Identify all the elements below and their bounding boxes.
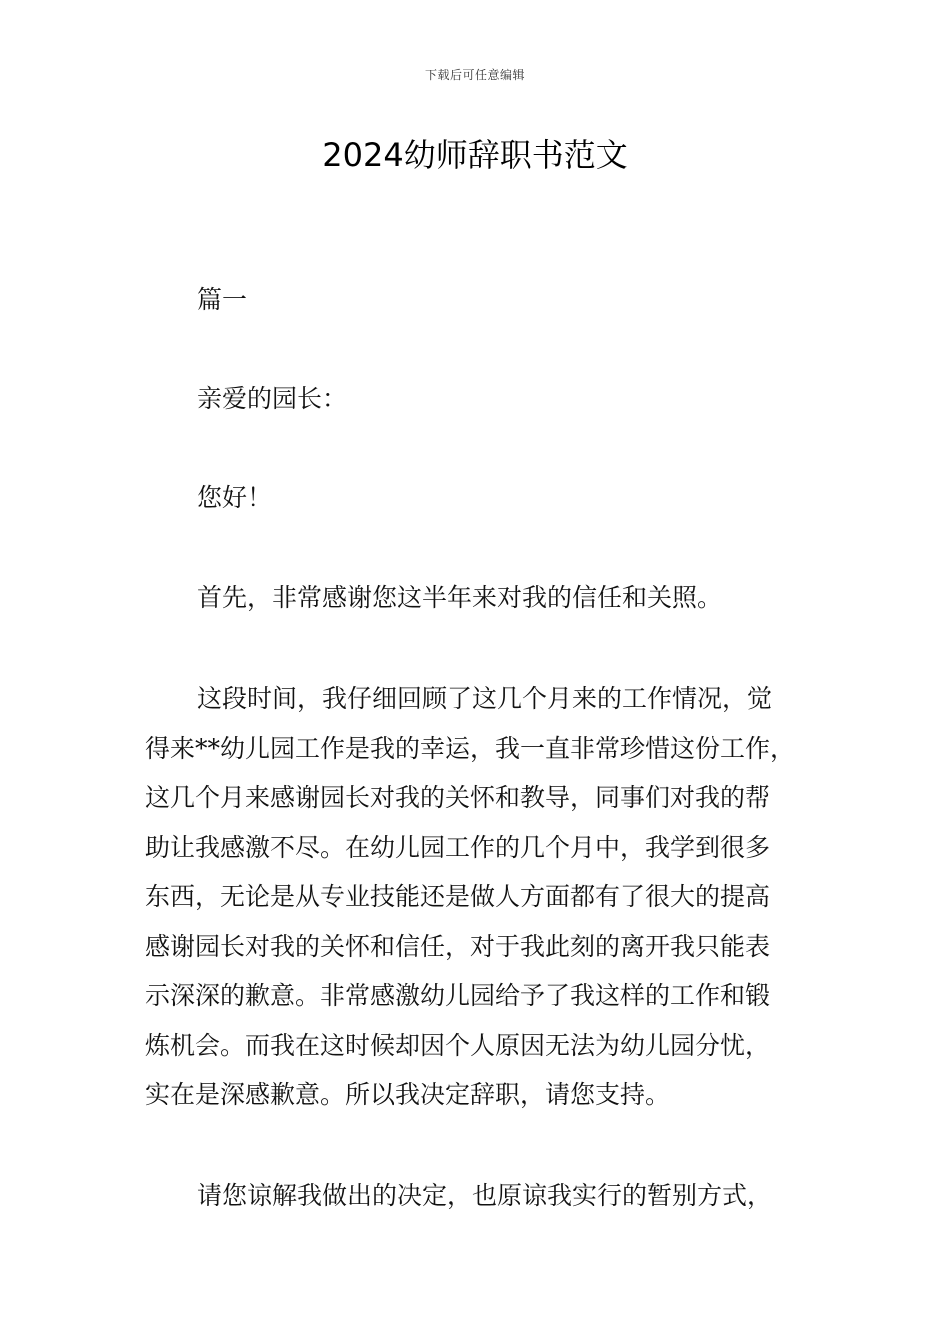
paragraph-2-line: 助让我感激不尽。在幼儿园工作的几个月中，我学到很多 [145, 832, 771, 862]
document-title: 2024幼师辞职书范文 [322, 136, 628, 174]
salutation: 亲爱的园长： [197, 384, 348, 413]
greeting: 您好！ [197, 483, 273, 512]
paragraph-2-line: 实在是深感歉意。所以我决定辞职，请您支持。 [145, 1080, 671, 1109]
section-label: 篇一 [197, 285, 248, 314]
paragraph-2-line: 这段时间，我仔细回顾了这几个月来的工作情况，觉 [197, 684, 773, 713]
paragraph-2-line: 这几个月来感谢园长对我的关怀和教导，同事们对我的帮 [145, 783, 771, 812]
paragraph-1: 首先，非常感谢您这半年来对我的信任和关照。 [197, 583, 723, 612]
paragraph-2 [145, 674, 835, 1120]
paragraph-2-line: 得来**幼儿园工作是我的幸运，我一直非常珍惜这份工作， [145, 733, 796, 763]
paragraph-3: 请您谅解我做出的决定，也原谅我实行的暂别方式， [197, 1181, 773, 1210]
paragraph-2-line: 感谢园长对我的关怀和信任，对于我此刻的离开我只能表 [145, 931, 771, 961]
paragraph-2-line: 东西，无论是从专业技能还是做人方面都有了很大的提高 [145, 882, 771, 911]
paragraph-2-line: 示深深的歉意。非常感激幼儿园给予了我这样的工作和锻 [145, 981, 771, 1010]
paragraph-2-line: 炼机会。而我在这时候却因个人原因无法为幼儿园分忧， [145, 1030, 771, 1060]
header-note: 下载后可任意编辑 [424, 68, 525, 82]
